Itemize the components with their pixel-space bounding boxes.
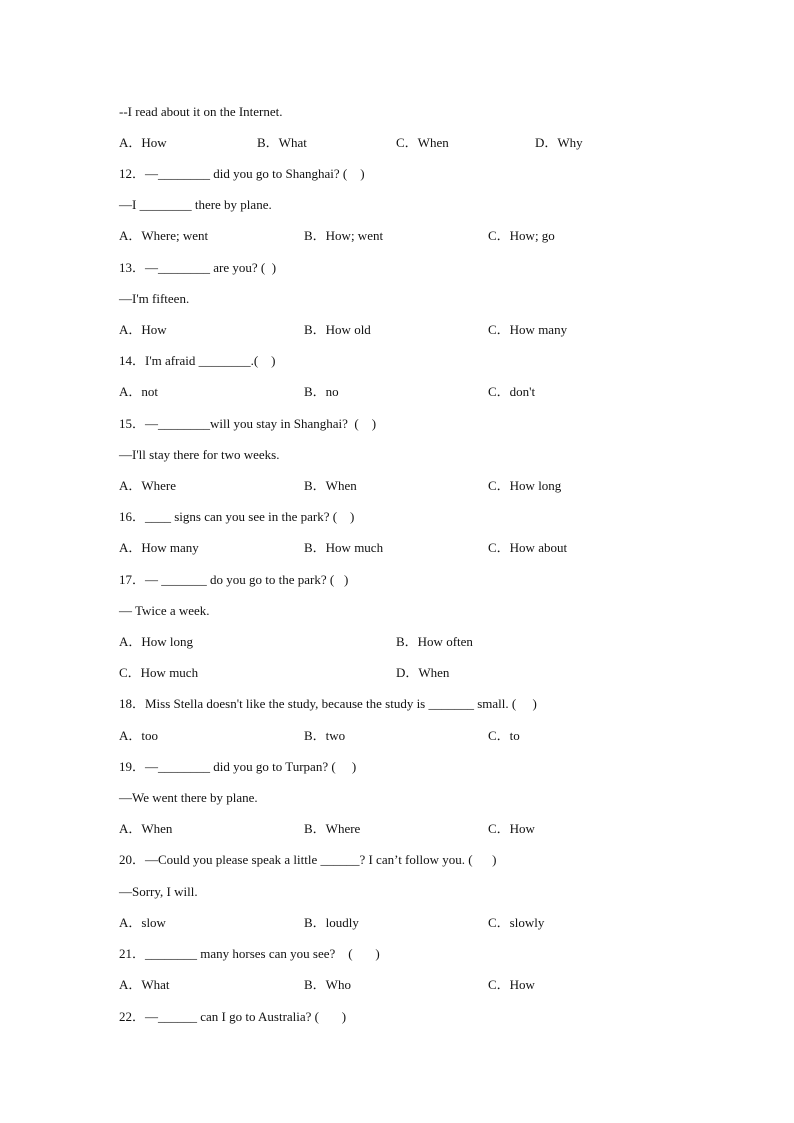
q13-question: 13．—________ are you? ( )	[119, 260, 277, 275]
q18-option-b: B．two	[304, 728, 346, 743]
q14-question: 14．I'm afraid ________.( )	[119, 353, 276, 368]
q13-option-b: B．How old	[304, 322, 371, 337]
q12-answer-line: —I ________ there by plane.	[119, 197, 272, 212]
q20-answer-line: —Sorry, I will.	[119, 884, 198, 899]
q15-answer-line: —I'll stay there for two weeks.	[119, 447, 280, 462]
q19-option-c: C．How	[488, 821, 535, 836]
q14-option-c: C．don't	[488, 384, 536, 399]
q17-option-a: A．How long	[119, 634, 194, 649]
q19-option-b: B．Where	[304, 821, 361, 836]
q11-option-c: C．When	[396, 135, 449, 150]
q14-option-a: A．not	[119, 384, 159, 399]
q14-option-b: B．no	[304, 384, 339, 399]
q15-option-b: B．When	[304, 478, 357, 493]
q20-option-a: A．slow	[119, 915, 166, 930]
q15-question: 15．—________will you stay in Shanghai? ( )	[119, 416, 377, 431]
q19-question: 19．—________ did you go to Turpan? ( )	[119, 759, 357, 774]
q18-option-a: A．too	[119, 728, 159, 743]
q18-option-c: C．to	[488, 728, 520, 743]
q15-option-a: A．Where	[119, 478, 177, 493]
q21-option-c: C．How	[488, 977, 535, 992]
q16-option-c: C．How about	[488, 540, 568, 555]
q15-option-c: C．How long	[488, 478, 562, 493]
q16-option-a: A．How many	[119, 540, 199, 555]
q12-option-b: B．How; went	[304, 228, 384, 243]
q17-question: 17．— _______ do you go to the park? ( )	[119, 572, 349, 587]
q20-option-c: C．slowly	[488, 915, 545, 930]
q13-option-a: A．How	[119, 322, 167, 337]
q17-answer-line: — Twice a week.	[119, 603, 210, 618]
q21-option-a: A．What	[119, 977, 170, 992]
q22-question: 22．—______ can I go to Australia? ( )	[119, 1009, 347, 1024]
q21-question: 21．________ many horses can you see? ( )	[119, 946, 380, 961]
q11-answer-line: --I read about it on the Internet.	[119, 104, 283, 119]
q17-option-b: B．How often	[396, 634, 473, 649]
q19-answer-line: —We went there by plane.	[119, 790, 258, 805]
q16-question: 16．____ signs can you see in the park? ( )	[119, 509, 355, 524]
q18-question: 18．Miss Stella doesn't like the study, because the study is _______ small. ( )	[119, 696, 537, 711]
q17-option-d: D．When	[396, 665, 450, 680]
q12-option-a: A．Where; went	[119, 228, 209, 243]
q21-option-b: B．Who	[304, 977, 351, 992]
q12-option-c: C．How; go	[488, 228, 555, 243]
q11-option-a: A．How	[119, 135, 167, 150]
q16-option-b: B．How much	[304, 540, 384, 555]
q12-question: 12．—________ did you go to Shanghai? ( )	[119, 166, 365, 181]
q13-option-c: C．How many	[488, 322, 568, 337]
q11-option-b: B．What	[257, 135, 307, 150]
q13-answer-line: —I'm fifteen.	[119, 291, 190, 306]
q20-option-b: B．loudly	[304, 915, 359, 930]
q20-question: 20．—Could you please speak a little ______? I can’t follow you. ( )	[119, 852, 497, 867]
q11-option-d: D．Why	[535, 135, 583, 150]
q17-option-c: C．How much	[119, 665, 199, 680]
q19-option-a: A．When	[119, 821, 173, 836]
